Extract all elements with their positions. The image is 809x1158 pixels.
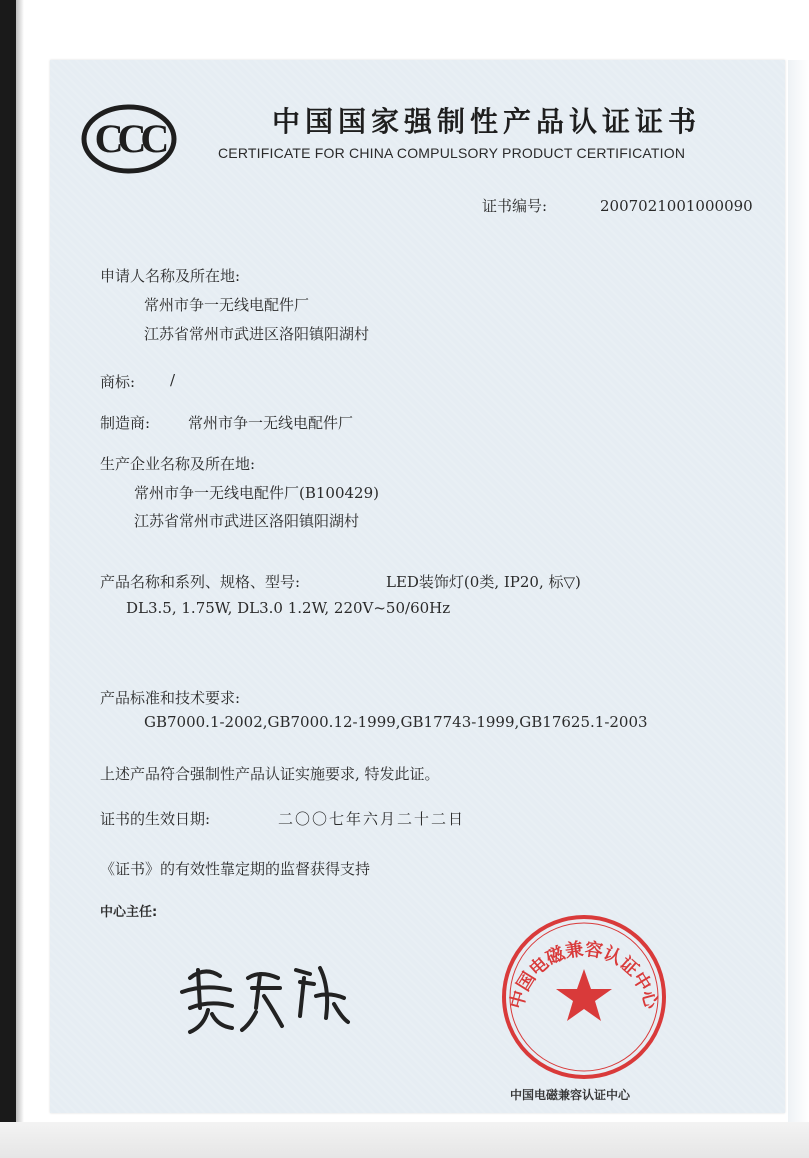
director-signature: [160, 948, 360, 1038]
ccc-logo-icon: [80, 103, 178, 175]
scan-left-shadow: [16, 0, 24, 1158]
applicant-address: 江苏省常州市武进区洛阳镇阳湖村: [144, 325, 370, 343]
certificate-number: 2007021001000090: [600, 197, 753, 215]
trademark-value: /: [170, 371, 176, 389]
manufacturer-value: 常州市争一无线电配件厂: [188, 414, 354, 432]
trademark-label: 商标:: [100, 373, 136, 391]
factory-address: 江苏省常州市武进区洛阳镇阳湖村: [134, 512, 360, 530]
applicant-name: 常州市争一无线电配件厂: [144, 296, 310, 314]
certification-seal: [498, 911, 670, 1083]
certification-statement: 上述产品符合强制性产品认证实施要求, 特发此证。: [100, 765, 440, 783]
product-spec: DL3.5, 1.75W, DL3.0 1.2W, 220V~50/60Hz: [126, 599, 451, 617]
scan-bottom-margin: [0, 1122, 809, 1158]
manufacturer-label: 制造商:: [100, 414, 151, 432]
certificate-title: 中国国家强制性产品认证证书: [272, 105, 702, 138]
seal-text: 中国电磁兼容认证中心: [506, 938, 662, 1012]
certificate-number-row: [482, 195, 753, 216]
issuing-authority: 中国电磁兼容认证中心: [510, 1088, 631, 1102]
validity-note: 《证书》的有效性靠定期的监督获得支持: [100, 860, 371, 878]
scan-right-edge: [788, 60, 809, 1122]
director-label: 中心主任:: [100, 905, 158, 920]
product-name: LED装饰灯(0类, IP20, 标▽): [386, 573, 581, 591]
factory-name: 常州市争一无线电配件厂(B100429): [134, 484, 379, 502]
seal-star-icon: [556, 969, 612, 1021]
validity-label: 证书的生效日期:: [100, 810, 211, 828]
standards-value: GB7000.1-2002,GB7000.12-1999,GB17743-1999,GB17625.1-2003: [144, 713, 648, 731]
factory-label: 生产企业名称及所在地:: [100, 455, 256, 473]
applicant-label: 申请人名称及所在地:: [100, 267, 241, 285]
scan-left-border: [0, 0, 16, 1158]
validity-date: 二〇〇七年六月二十二日: [278, 810, 466, 828]
product-label: 产品名称和系列、规格、型号:: [100, 573, 301, 591]
ccc-logo-text: CCC: [94, 116, 164, 161]
certificate-number-label: 证书编号:: [482, 197, 548, 215]
certificate-title-english: CERTIFICATE FOR CHINA COMPULSORY PRODUCT CERTIFICATION: [218, 145, 686, 161]
standards-label: 产品标准和技术要求:: [100, 689, 241, 707]
